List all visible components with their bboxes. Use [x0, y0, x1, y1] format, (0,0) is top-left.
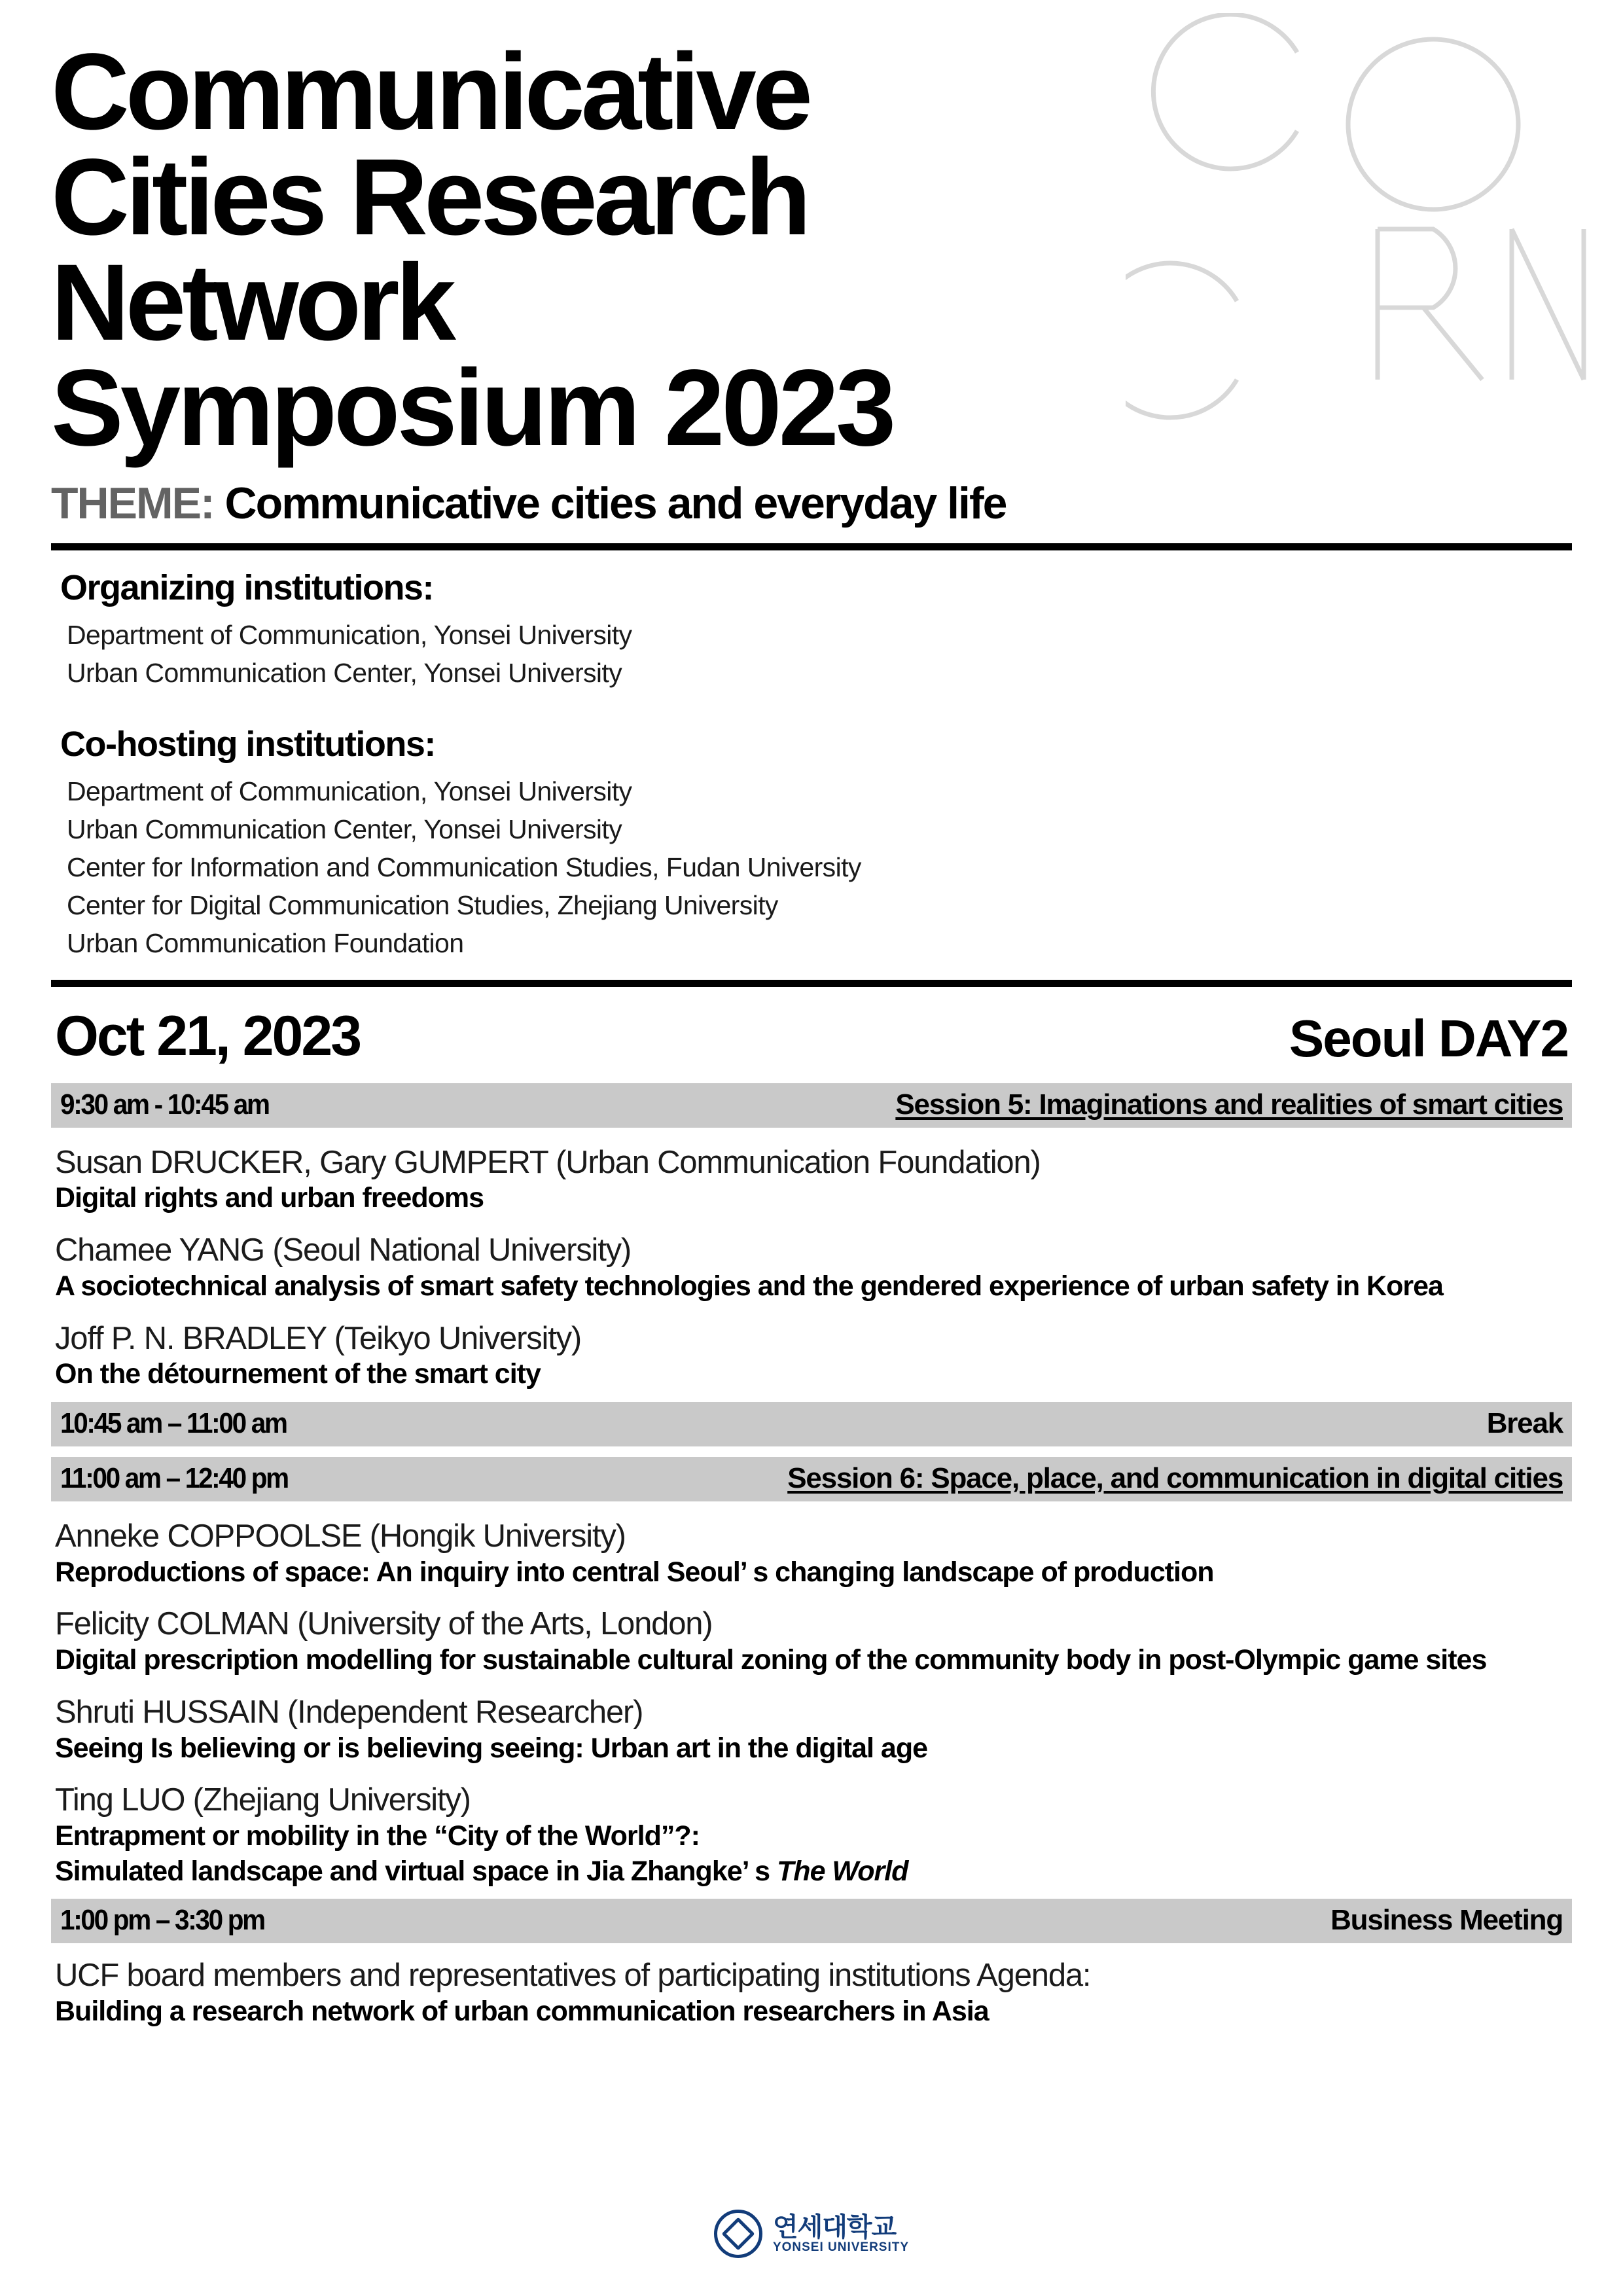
institutions-block — [51, 567, 1572, 963]
business-title: Building a research network of urban communication researchers in Asia — [55, 1996, 989, 2028]
theme-label: THEME: — [51, 478, 225, 529]
talk-speaker: Chamee YANG (Seoul National University) — [55, 1232, 632, 1268]
organizing-item: Department of Communication, Yonsei University — [67, 620, 632, 651]
title-line-4: Symposium 2023 — [51, 348, 893, 469]
logo-text — [773, 2214, 909, 2254]
logo-korean: 연세대학교 — [772, 2213, 897, 2242]
talk-title-line2-italic: The World — [777, 1855, 908, 1887]
cohosting-heading: Co-hosting institutions: — [60, 724, 435, 764]
talk-title-line2 — [55, 1855, 1568, 1889]
yonsei-seal-icon — [714, 2210, 762, 2258]
talk-item — [51, 1518, 1572, 1589]
talk-speaker: Joff P. N. BRADLEY (Teikyo University) — [55, 1320, 582, 1356]
divider-middle — [51, 980, 1572, 987]
talk-title: A sociotechnical analysis of smart safety technologies and the gendered experience of urban safety in Korea — [55, 1270, 1443, 1302]
session-time: 10:45 am – 11:00 am — [60, 1407, 287, 1439]
talk-speaker: Anneke COPPOOLSE (Hongik University) — [55, 1518, 626, 1554]
title-line-3: Network — [51, 242, 452, 364]
business-speaker: UCF board members and representatives of participating institutions Agenda: — [55, 1958, 1091, 1994]
business-details — [51, 1958, 1572, 2028]
talk-item — [51, 1145, 1572, 1215]
cohosting-item: Urban Communication Foundation — [67, 928, 464, 959]
footer-logo — [0, 2210, 1623, 2258]
cohosting-item: Center for Information and Communication Studies, Fudan University — [67, 852, 861, 882]
cohosting-item: Center for Digital Communication Studies, Zhejiang University — [67, 890, 778, 921]
session-title: Break — [1486, 1407, 1563, 1439]
talk-speaker: Ting LUO (Zhejiang University) — [55, 1782, 471, 1818]
organizing-heading: Organizing institutions: — [60, 568, 433, 608]
session-bar-business — [51, 1899, 1572, 1943]
event-location: Seoul DAY2 — [1289, 1009, 1568, 1067]
talk-title: On the détournement of the smart city — [55, 1358, 541, 1390]
session-title: Business Meeting — [1330, 1904, 1563, 1937]
theme-text: Communicative cities and everyday life — [224, 478, 1007, 529]
session-time: 9:30 am - 10:45 am — [60, 1088, 269, 1121]
date-row — [51, 1004, 1572, 1069]
logo-english: YONSEI UNIVERSITY — [772, 2240, 910, 2255]
talk-speaker: Susan DRUCKER, Gary GUMPERT (Urban Communication Foundation) — [55, 1144, 1041, 1180]
session-bar-5 — [51, 1083, 1572, 1128]
title-line-1: Communicative — [51, 31, 810, 152]
session-title: Session 5: Imaginations and realities of smart cities — [895, 1088, 1563, 1121]
title-line-2: Cities Research — [51, 137, 808, 259]
organizing-item: Urban Communication Center, Yonsei University — [67, 658, 622, 689]
talk-item — [51, 1782, 1572, 1888]
talk-title: Reproductions of space: An inquiry into central Seoul’ s changing landscape of production — [55, 1556, 1214, 1588]
talk-title-line2-text: Simulated landscape and virtual space in Jia Zhangke’ s — [55, 1855, 777, 1887]
session-title: Session 6: Space, place, and communication in digital cities — [787, 1462, 1563, 1494]
talk-title-line1: Entrapment or mobility in the “City of the World”?: — [55, 1820, 700, 1852]
divider-top — [51, 543, 1572, 550]
event-date: Oct 21, 2023 — [55, 1004, 361, 1067]
talk-title: Digital prescription modelling for sustainable cultural zoning of the community body in post-Olympic game sites — [55, 1644, 1487, 1676]
talk-speaker: Shruti HUSSAIN (Independent Researcher) — [55, 1694, 643, 1730]
session-time: 11:00 am – 12:40 pm — [60, 1462, 288, 1494]
talk-item — [51, 1695, 1572, 1765]
session-time: 1:00 pm – 3:30 pm — [60, 1904, 264, 1937]
cohosting-item: Department of Communication, Yonsei University — [67, 776, 632, 806]
talk-item — [51, 1606, 1572, 1677]
theme-line — [51, 478, 1572, 529]
cohosting-item: Urban Communication Center, Yonsei University — [67, 814, 622, 844]
session-bar-6 — [51, 1457, 1572, 1501]
program — [51, 1083, 1572, 2029]
talk-item — [51, 1321, 1572, 1391]
talk-title: Seeing Is believing or is believing seeing: Urban art in the digital age — [55, 1732, 927, 1764]
talk-title: Digital rights and urban freedoms — [55, 1182, 484, 1214]
talk-speaker: Felicity COLMAN (University of the Arts, London) — [55, 1606, 713, 1642]
session-bar-break — [51, 1402, 1572, 1446]
talk-item — [51, 1232, 1572, 1303]
masthead — [51, 31, 1572, 529]
